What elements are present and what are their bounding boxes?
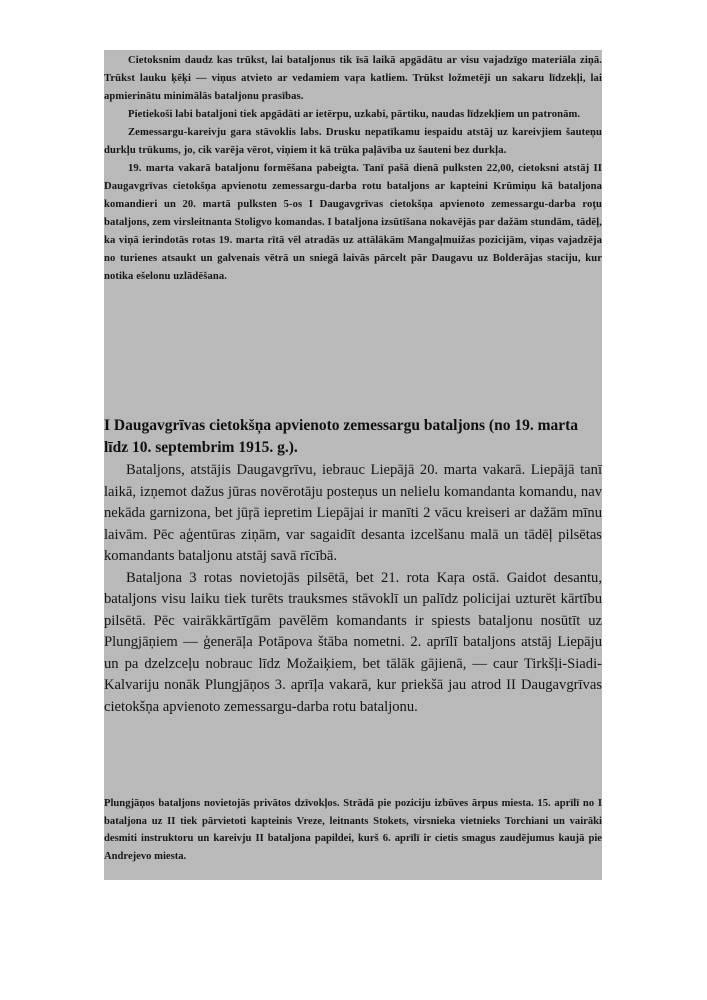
- paragraph-formation-completed: 19. marta vakarā bataljonu formēšana pabeigta. Tanī pašā dienā pulksten 22,00, cietoksni atstāj II Daugavgrīvas cietokšņa apvienotu zemessargu-darba rotu bataljons ar kapteini Krūmiņu kā bataljona komandieri un 20. martā pulksten 5-os I Daugavgrīvas cietokšņa apvienoto zemessargu-darba roţu bataljons, zem virsleitnanta Stoligvo komandas. I bataljona izsūtīšana nokavējās par dažām stundām, tādēļ, ka viņā ierindotās rotas 19. marta rītā vēl atradās uz attālākām Mangaļmuižas pozicijām, viņas vajadzēja no turienes atsaukt un galvenais vētrā un sniegā laivās pārcelt pār Daugavu uz Bolderājas staciju, kur notika ešelonu uzlādēšana.: [104, 163, 602, 282]
- scanned-page: [104, 50, 602, 880]
- paragraph-supply-shortage: Cietoksnim daudz kas trūkst, lai bataljonus tik īsā laikā apgādātu ar visu vajadzīgo materiāla ziņā. Trūkst lauku ķēķi — viņus atvieto ar vedamiem vaŗa katliem. Trūkst ložmetēji un sakaru līdzekļi, lai apmierinātu minimālās bataljonu prasības.: [104, 55, 602, 102]
- paragraph-supply-adequate: Pietiekoši labi bataljoni tiek apgādāti ar ietērpu, uzkabi, pārtiku, naudas līdzekļiem un patronām.: [128, 109, 581, 120]
- paragraph-plungjani: Plungjāņos bataljons novietojās privātos dzīvokļos. Strādā pie poziciju izbūves ārpus miesta. 15. aprīlī no I bataljona uz II tiek pārvietoti kapteinis Vreze, leitnants Stokets, virsnieka vietnieks Torchiani un vairāki desmiti instruktoru un kareivju II bataljona papildei, kurš 6. aprīlī ir cietis smagus zaudējumus kaujā pie Andrejevo miesta.: [104, 798, 602, 862]
- bottom-text-block: [104, 795, 602, 865]
- paragraph-arrival-liepaja: Bataljons, atstājis Daugavgrīvu, iebrauc Liepājā 20. marta vakarā. Liepājā tanī laikā, izņemot dažus jūras novērotāju posteņus un nelielu komandanta komandu, nav nekāda garnizona, bet jūŗā iepretim Liepājai ir manīti 2 vācu kreiseri ar dažām mīnu laivām. Pēc aģentūras ziņām, var sagaidīt desanta izcelšanu malā un tādēļ pilsētas komandants bataljonu atstāj savā rīcībā.: [104, 462, 602, 564]
- section-heading: I Daugavgrīvas cietokšņa apvienoto zemessargu bataljons (no 19. marta līdz 10. septembrim 1915. g.).: [104, 417, 579, 456]
- top-text-block: [104, 52, 602, 286]
- main-text-block: [104, 460, 602, 718]
- paragraph-companies-quartered: Bataljona 3 rotas novietojās pilsētā, bet 21. rota Kaŗa ostā. Gaidot desantu, bataljons visu laiku tiek turēts trauksmes stāvoklī un palīdz policijai uzturēt kārtību pilsētā. Pēc vairākkārtīgām pavēlēm komandants ir spiests bataljonu nosūtīt uz Plungjāņiem — ģenerāļa Potāpova štāba nometni. 2. aprīlī bataljons atstāj Liepāju un pa dzelzceļu nobrauc līdz Možaiķiem, bet tālāk gājienā, — caur Tirkšļi-Siadi-Kalvariju nonāk Plungjāņos 3. aprīļa vakarā, kur priekšā jau atrod II Daugavgrīvas cietokšņa apvienoto zemessargu-darba rotu bataljonu.: [104, 569, 602, 715]
- paragraph-morale: Zemessargu-kareivju gara stāvoklis labs. Drusku nepatīkamu iespaidu atstāj uz kareivjiem šauteņu durkļu trūkums, jo, cik varēja vērot, viņiem it kā trūka paļāvība uz šauteni bez durkļa.: [104, 127, 602, 156]
